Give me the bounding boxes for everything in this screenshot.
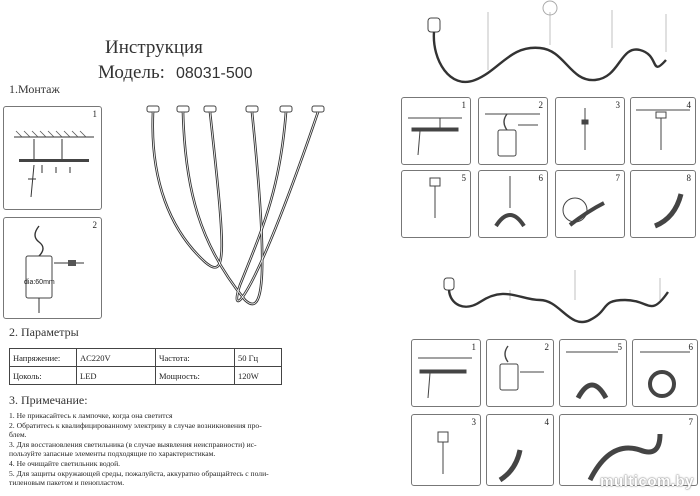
note-line: тиленовым пакетом и пенопластом. [9, 478, 125, 488]
right-top-panel-6 [478, 170, 548, 238]
param-value: LED [77, 367, 156, 385]
table-row [10, 349, 282, 367]
param-value: 120W [235, 367, 282, 385]
right-bottom-panel-5 [559, 339, 627, 407]
step-number: 3 [615, 100, 620, 110]
param-value: AC220V [77, 349, 156, 367]
param-key: Напряжение: [10, 349, 77, 367]
right-top-panel-1 [401, 97, 471, 165]
step-number: 1 [471, 342, 476, 352]
step-number: 6 [538, 173, 543, 183]
params-table [9, 348, 282, 385]
param-key: Цоколь: [10, 367, 77, 385]
right-bottom-panel-3 [411, 414, 481, 486]
step-number: 2 [544, 342, 549, 352]
step-number: 6 [688, 342, 693, 352]
step-number: 7 [688, 417, 693, 427]
param-key: Частота: [156, 349, 235, 367]
right-top-panel-3 [555, 97, 625, 165]
note-line: 4. Не очищайте светильник водой. [9, 458, 121, 468]
right-top-panel-2 [478, 97, 548, 165]
step-number: 4 [686, 100, 691, 110]
canopy-wiring-illustration [4, 218, 101, 318]
right-top-panel-4 [630, 97, 696, 165]
note-line: 5. Для защиты окружающей среды, пожалуйста, аккуратно обращайтесь с поли- [9, 468, 269, 478]
model-label: Модель: [98, 62, 165, 83]
step-number: 4 [544, 417, 549, 427]
ceiling-mount-illustration [4, 107, 101, 209]
step-number: 7 [615, 173, 620, 183]
note-line: 3. Для восстановления светильника (в случае выявления неисправности) ис- [9, 439, 257, 449]
watermark: multicom.by [600, 473, 694, 490]
section-notes: 3. Примечание: [9, 393, 88, 407]
mount-step-2-panel [3, 217, 102, 319]
right-top-panel-5 [401, 170, 471, 238]
right-bottom-panel-4 [486, 414, 554, 486]
mount-step-1-panel [3, 106, 102, 210]
param-key: Мощность: [156, 367, 235, 385]
step-number: 1 [92, 109, 97, 119]
step-number: 8 [686, 173, 691, 183]
right-bottom-panel-1 [411, 339, 481, 407]
right-bottom-panel-2 [486, 339, 554, 407]
note-line: 1. Не прикасайтесь к лампочке, когда она светится [9, 411, 173, 420]
diameter-label: dia:60mm [24, 279, 55, 286]
doc-title: Инструкция [105, 37, 203, 58]
step-number: 1 [461, 100, 466, 110]
step-number: 2 [538, 100, 543, 110]
right-bottom-panel-6 [632, 339, 698, 407]
step-number: 5 [617, 342, 622, 352]
step-number: 3 [471, 417, 476, 427]
table-row [10, 367, 282, 385]
model-code: 08031-500 [176, 65, 253, 82]
section-params: 2. Параметры [9, 325, 79, 339]
right-top-panel-8 [630, 170, 696, 238]
note-line: блем. [9, 430, 27, 440]
step-number: 5 [461, 173, 466, 183]
param-value: 50 Гц [235, 349, 282, 367]
section-mount: 1.Монтаж [9, 82, 60, 96]
note-line: 2. Обратитесь к квалифицированному электрику в случае возникновения про- [9, 420, 262, 430]
note-line: пользуйте запасные элементы подходящие по характеристикам. [9, 449, 216, 459]
right-top-panel-7 [555, 170, 625, 238]
step-number: 2 [92, 220, 97, 230]
notes-list [9, 411, 309, 488]
